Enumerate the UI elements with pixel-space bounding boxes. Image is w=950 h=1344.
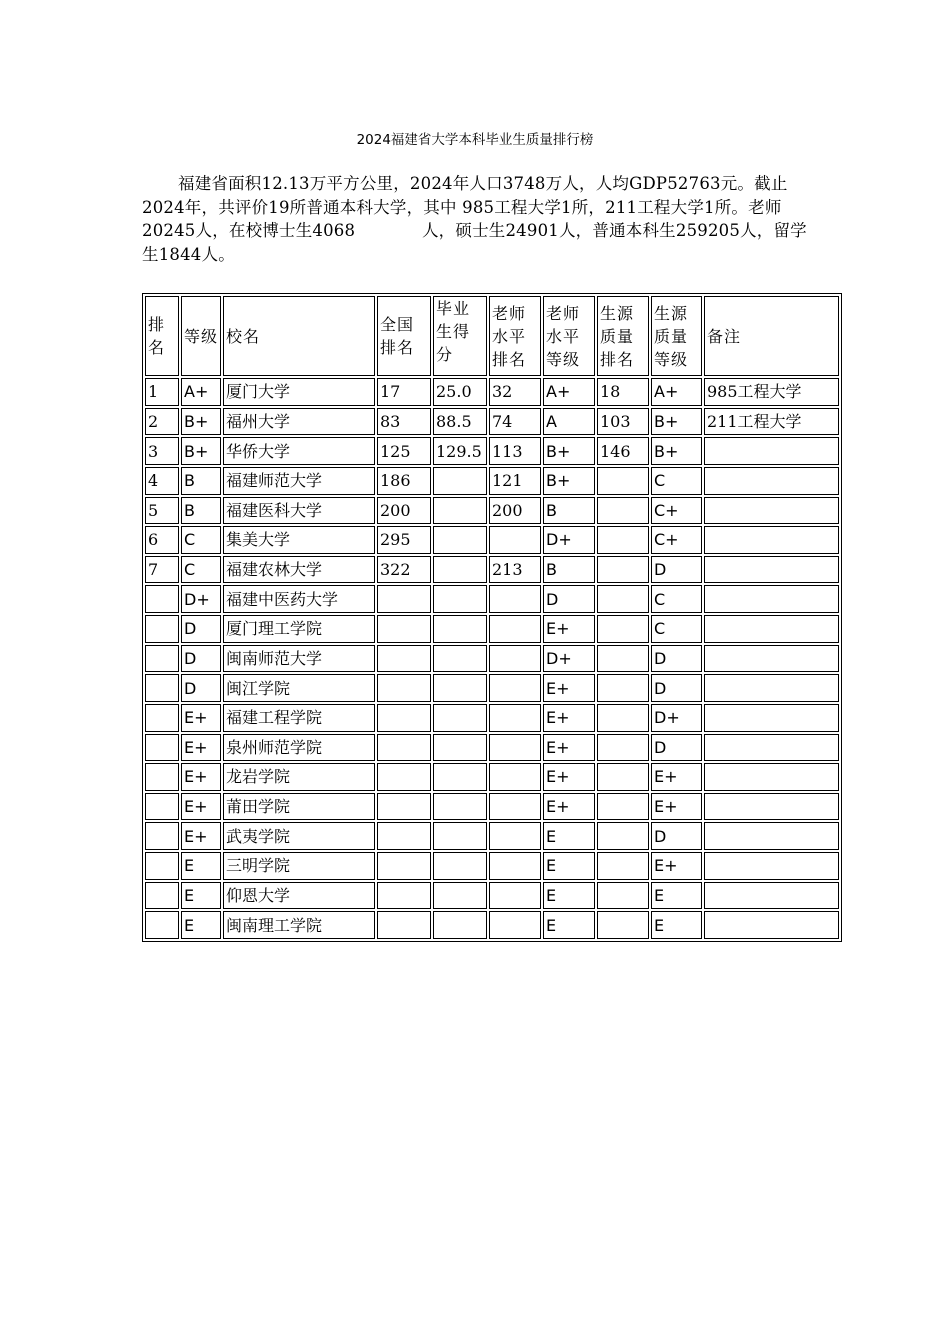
cell-teacher-rank xyxy=(489,852,541,880)
cell-notes xyxy=(704,734,839,762)
cell-student-rank xyxy=(597,822,649,850)
cell-national-rank xyxy=(377,704,431,732)
cell-grade: C xyxy=(181,526,221,554)
cell-graduate-score xyxy=(433,911,487,939)
cell-grade: D xyxy=(181,674,221,702)
cell-school: 厦门理工学院 xyxy=(223,615,375,643)
cell-notes: 985工程大学 xyxy=(704,378,839,406)
cell-student-rank xyxy=(597,882,649,910)
cell-notes xyxy=(704,882,839,910)
cell-rank xyxy=(145,882,179,910)
table-row xyxy=(145,911,839,939)
cell-teacher-rank xyxy=(489,822,541,850)
cell-notes xyxy=(704,674,839,702)
cell-grade: E+ xyxy=(181,704,221,732)
table-row xyxy=(145,852,839,880)
cell-notes: 211工程大学 xyxy=(704,408,839,436)
cell-rank xyxy=(145,822,179,850)
table-row xyxy=(145,378,839,406)
cell-notes xyxy=(704,793,839,821)
cell-school: 福建医科大学 xyxy=(223,497,375,525)
cell-graduate-score xyxy=(433,615,487,643)
cell-graduate-score xyxy=(433,526,487,554)
cell-rank xyxy=(145,615,179,643)
cell-teacher-rank xyxy=(489,882,541,910)
cell-student-grade: C xyxy=(651,585,702,613)
cell-student-grade: C xyxy=(651,467,702,495)
cell-national-rank: 295 xyxy=(377,526,431,554)
cell-national-rank xyxy=(377,645,431,673)
cell-graduate-score xyxy=(433,822,487,850)
cell-notes xyxy=(704,526,839,554)
cell-national-rank xyxy=(377,822,431,850)
cell-grade: D xyxy=(181,615,221,643)
cell-rank: 5 xyxy=(145,497,179,525)
cell-student-rank xyxy=(597,763,649,791)
cell-national-rank: 83 xyxy=(377,408,431,436)
cell-student-rank xyxy=(597,645,649,673)
table-row xyxy=(145,467,839,495)
cell-student-grade: E+ xyxy=(651,763,702,791)
cell-teacher-grade: E xyxy=(543,882,595,910)
cell-national-rank xyxy=(377,911,431,939)
cell-teacher-rank xyxy=(489,911,541,939)
cell-school: 莆田学院 xyxy=(223,793,375,821)
cell-graduate-score xyxy=(433,793,487,821)
header-cell-graduate-score: 毕业生得分 xyxy=(433,296,487,376)
cell-student-rank xyxy=(597,674,649,702)
header-cell-school: 校名 xyxy=(223,296,375,376)
cell-school: 龙岩学院 xyxy=(223,763,375,791)
cell-school: 闽南理工学院 xyxy=(223,911,375,939)
cell-student-rank: 103 xyxy=(597,408,649,436)
cell-student-grade: C+ xyxy=(651,526,702,554)
cell-teacher-grade: B+ xyxy=(543,467,595,495)
cell-student-grade: D xyxy=(651,674,702,702)
cell-rank: 6 xyxy=(145,526,179,554)
cell-rank: 3 xyxy=(145,437,179,465)
cell-national-rank: 186 xyxy=(377,467,431,495)
cell-student-rank xyxy=(597,852,649,880)
cell-rank: 2 xyxy=(145,408,179,436)
cell-grade: C xyxy=(181,556,221,584)
cell-rank xyxy=(145,674,179,702)
cell-notes xyxy=(704,497,839,525)
cell-graduate-score: 25.0 xyxy=(433,378,487,406)
cell-grade: D+ xyxy=(181,585,221,613)
cell-student-rank xyxy=(597,526,649,554)
cell-student-rank xyxy=(597,497,649,525)
cell-student-rank xyxy=(597,734,649,762)
cell-grade: B xyxy=(181,467,221,495)
cell-rank xyxy=(145,763,179,791)
cell-teacher-grade: B xyxy=(543,556,595,584)
table-row xyxy=(145,674,839,702)
cell-teacher-grade: E xyxy=(543,911,595,939)
table-row xyxy=(145,556,839,584)
cell-national-rank: 125 xyxy=(377,437,431,465)
cell-teacher-grade: A+ xyxy=(543,378,595,406)
cell-notes xyxy=(704,911,839,939)
cell-notes xyxy=(704,852,839,880)
cell-national-rank xyxy=(377,674,431,702)
cell-teacher-grade: E+ xyxy=(543,704,595,732)
table-row xyxy=(145,822,839,850)
cell-teacher-rank xyxy=(489,704,541,732)
cell-grade: B+ xyxy=(181,437,221,465)
table-row xyxy=(145,526,839,554)
header-cell-national-rank: 全国排名 xyxy=(377,296,431,376)
cell-student-grade: D+ xyxy=(651,704,702,732)
cell-student-grade: C+ xyxy=(651,497,702,525)
cell-student-grade: A+ xyxy=(651,378,702,406)
cell-teacher-grade: A xyxy=(543,408,595,436)
cell-notes xyxy=(704,556,839,584)
cell-grade: A+ xyxy=(181,378,221,406)
cell-notes xyxy=(704,704,839,732)
cell-school: 福建师范大学 xyxy=(223,467,375,495)
cell-national-rank xyxy=(377,882,431,910)
cell-teacher-grade: D+ xyxy=(543,526,595,554)
cell-grade: B xyxy=(181,497,221,525)
cell-national-rank xyxy=(377,734,431,762)
cell-rank xyxy=(145,911,179,939)
table-row xyxy=(145,585,839,613)
cell-school: 厦门大学 xyxy=(223,378,375,406)
cell-teacher-grade: B+ xyxy=(543,437,595,465)
cell-teacher-rank xyxy=(489,674,541,702)
cell-grade: B+ xyxy=(181,408,221,436)
cell-teacher-grade: D xyxy=(543,585,595,613)
table-row xyxy=(145,704,839,732)
cell-rank xyxy=(145,793,179,821)
cell-student-rank xyxy=(597,615,649,643)
cell-national-rank xyxy=(377,852,431,880)
cell-rank xyxy=(145,704,179,732)
cell-rank: 1 xyxy=(145,378,179,406)
cell-student-grade: D xyxy=(651,645,702,673)
cell-teacher-rank: 113 xyxy=(489,437,541,465)
cell-graduate-score xyxy=(433,497,487,525)
table-row xyxy=(145,615,839,643)
cell-teacher-grade: E xyxy=(543,822,595,850)
cell-student-rank: 18 xyxy=(597,378,649,406)
cell-graduate-score xyxy=(433,467,487,495)
header-cell-student-rank: 生源质量排名 xyxy=(597,296,649,376)
cell-teacher-grade: E xyxy=(543,852,595,880)
cell-graduate-score xyxy=(433,585,487,613)
cell-school: 福建农林大学 xyxy=(223,556,375,584)
cell-teacher-grade: E+ xyxy=(543,793,595,821)
cell-notes xyxy=(704,585,839,613)
table-row xyxy=(145,408,839,436)
ranking-table xyxy=(143,294,841,941)
cell-graduate-score xyxy=(433,674,487,702)
cell-grade: E+ xyxy=(181,763,221,791)
table-row xyxy=(145,497,839,525)
cell-teacher-rank: 32 xyxy=(489,378,541,406)
cell-school: 华侨大学 xyxy=(223,437,375,465)
table-row xyxy=(145,437,839,465)
cell-grade: E xyxy=(181,911,221,939)
cell-notes xyxy=(704,467,839,495)
cell-grade: E xyxy=(181,882,221,910)
cell-teacher-grade: B xyxy=(543,497,595,525)
cell-teacher-grade: E+ xyxy=(543,674,595,702)
header-cell-student-grade: 生源质量等级 xyxy=(651,296,702,376)
cell-graduate-score xyxy=(433,763,487,791)
cell-school: 泉州师范学院 xyxy=(223,734,375,762)
cell-student-rank xyxy=(597,467,649,495)
header-cell-teacher-grade: 老师水平等级 xyxy=(543,296,595,376)
cell-graduate-score: 129.5 xyxy=(433,437,487,465)
cell-notes xyxy=(704,615,839,643)
cell-grade: E xyxy=(181,852,221,880)
cell-graduate-score xyxy=(433,882,487,910)
cell-graduate-score xyxy=(433,645,487,673)
cell-graduate-score xyxy=(433,704,487,732)
cell-school: 福州大学 xyxy=(223,408,375,436)
cell-student-grade: B+ xyxy=(651,408,702,436)
cell-student-grade: C xyxy=(651,615,702,643)
table-row xyxy=(145,734,839,762)
cell-teacher-grade: E+ xyxy=(543,734,595,762)
cell-rank xyxy=(145,645,179,673)
cell-national-rank: 17 xyxy=(377,378,431,406)
table-row xyxy=(145,645,839,673)
cell-student-grade: E+ xyxy=(651,793,702,821)
cell-teacher-grade: D+ xyxy=(543,645,595,673)
cell-grade: D xyxy=(181,645,221,673)
cell-school: 三明学院 xyxy=(223,852,375,880)
cell-rank xyxy=(145,734,179,762)
cell-rank: 7 xyxy=(145,556,179,584)
cell-teacher-grade: E+ xyxy=(543,763,595,791)
cell-grade: E+ xyxy=(181,734,221,762)
cell-school: 闽江学院 xyxy=(223,674,375,702)
cell-national-rank: 322 xyxy=(377,556,431,584)
cell-notes xyxy=(704,645,839,673)
cell-student-rank xyxy=(597,556,649,584)
cell-notes xyxy=(704,822,839,850)
table-row xyxy=(145,882,839,910)
cell-teacher-rank xyxy=(489,734,541,762)
cell-school: 闽南师范大学 xyxy=(223,645,375,673)
ranking-table-frame xyxy=(142,293,842,942)
cell-teacher-rank: 200 xyxy=(489,497,541,525)
header-cell-grade: 等级 xyxy=(181,296,221,376)
cell-grade: E+ xyxy=(181,793,221,821)
cell-student-grade: D xyxy=(651,822,702,850)
table-row xyxy=(145,763,839,791)
cell-school: 仰恩大学 xyxy=(223,882,375,910)
cell-student-rank xyxy=(597,911,649,939)
cell-rank xyxy=(145,585,179,613)
table-row xyxy=(145,793,839,821)
cell-graduate-score xyxy=(433,852,487,880)
cell-student-grade: D xyxy=(651,556,702,584)
cell-teacher-rank xyxy=(489,585,541,613)
cell-student-rank xyxy=(597,585,649,613)
cell-notes xyxy=(704,437,839,465)
header-cell-teacher-rank: 老师水平排名 xyxy=(489,296,541,376)
cell-teacher-rank xyxy=(489,526,541,554)
cell-student-rank xyxy=(597,704,649,732)
cell-national-rank xyxy=(377,763,431,791)
cell-student-rank: 146 xyxy=(597,437,649,465)
header-cell-notes: 备注 xyxy=(704,296,839,376)
cell-graduate-score: 88.5 xyxy=(433,408,487,436)
cell-national-rank: 200 xyxy=(377,497,431,525)
cell-school: 福建中医药大学 xyxy=(223,585,375,613)
cell-national-rank xyxy=(377,793,431,821)
cell-teacher-rank xyxy=(489,645,541,673)
cell-teacher-grade: E+ xyxy=(543,615,595,643)
cell-school: 集美大学 xyxy=(223,526,375,554)
cell-teacher-rank xyxy=(489,763,541,791)
cell-student-grade: D xyxy=(651,734,702,762)
header-cell-rank: 排名 xyxy=(145,296,179,376)
cell-student-grade: E xyxy=(651,882,702,910)
cell-graduate-score xyxy=(433,556,487,584)
cell-grade: E+ xyxy=(181,822,221,850)
cell-national-rank xyxy=(377,615,431,643)
cell-national-rank xyxy=(377,585,431,613)
cell-graduate-score xyxy=(433,734,487,762)
cell-rank xyxy=(145,852,179,880)
intro-paragraph: 福建省面积12.13万平方公里，2024年人口3748万人，人均GDP52763元。截止2024年，共评价19所普通本科大学，其中 985工程大学1所，211工程大学1所。老师20245人，在校博士生4068 人，硕士生24901人，普通本科生259205人，留学生1844人。 xyxy=(142,174,807,264)
cell-student-grade: E xyxy=(651,911,702,939)
cell-notes xyxy=(704,763,839,791)
cell-school: 武夷学院 xyxy=(223,822,375,850)
cell-teacher-rank xyxy=(489,615,541,643)
cell-teacher-rank: 74 xyxy=(489,408,541,436)
cell-teacher-rank xyxy=(489,793,541,821)
cell-teacher-rank: 121 xyxy=(489,467,541,495)
cell-rank: 4 xyxy=(145,467,179,495)
table-header-row xyxy=(145,296,839,376)
cell-teacher-rank: 213 xyxy=(489,556,541,584)
cell-student-grade: B+ xyxy=(651,437,702,465)
page-title: 2024福建省大学本科毕业生质量排行榜 xyxy=(356,132,594,148)
cell-student-rank xyxy=(597,793,649,821)
cell-school: 福建工程学院 xyxy=(223,704,375,732)
cell-student-grade: E+ xyxy=(651,852,702,880)
